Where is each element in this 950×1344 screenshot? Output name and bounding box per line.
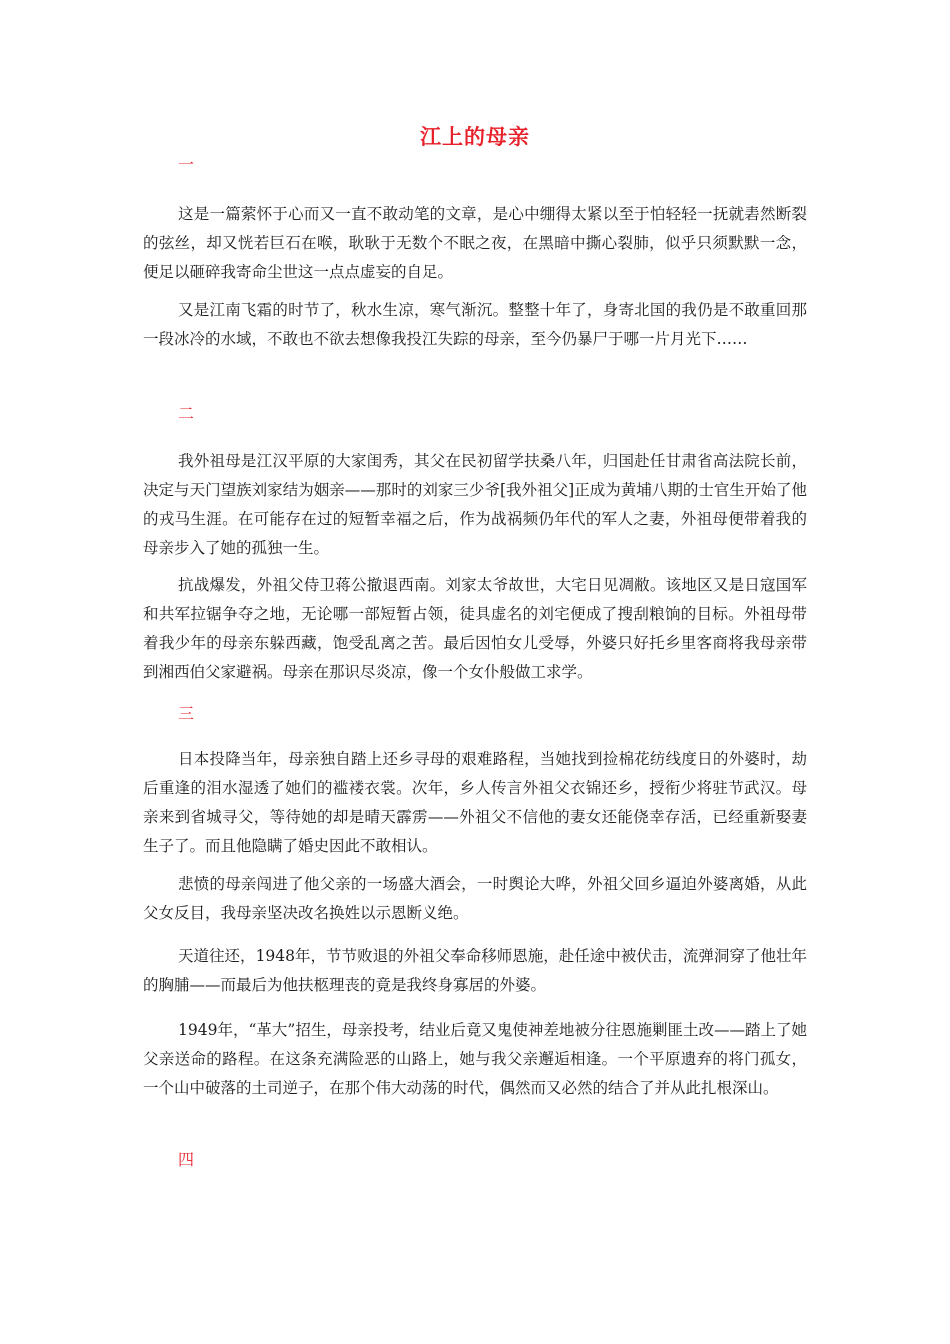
section-heading-1: 一: [178, 155, 195, 174]
paragraph-8: 1949年，“革大”招生，母亲投考，结业后竟又鬼使神差地被分往恩施剿匪土改——踏上了她父亲送命的路程。在这条充满险恶的山路上，她与我父亲邂逅相逢。一个平原遗弃的将门孤女，一个山中破落的土司逆子，在那个伟大动荡的时代，偶然而又必然的结合了并从此扎根深山。: [143, 1021, 807, 1097]
paragraph-6: 悲愤的母亲闯进了他父亲的一场盛大酒会，一时舆论大哗，外祖父回乡逼迫外婆离婚，从此父女反目，我母亲坚决改名换姓以示恩断义绝。: [143, 875, 807, 922]
paragraph-5: 日本投降当年，母亲独自踏上还乡寻母的艰难路程，当她找到捡棉花纺线度日的外婆时，劫后重逢的泪水湿透了她们的褴褛衣裳。次年，乡人传言外祖父衣锦还乡，授衔少将驻节武汉。母亲来到省城寻父，等待她的却是晴天霹雳——外祖父不信他的妻女还能侥幸存活，已经重新娶妻生子了。而且他隐瞒了婚史因此不敢相认。: [143, 750, 807, 855]
paragraph-4: 抗战爆发，外祖父侍卫蒋公撤退西南。刘家太爷故世，大宅日见凋敝。该地区又是日寇国军和共军拉锯争夺之地，无论哪一部短暂占领，徒具虚名的刘宅便成了搜刮粮饷的目标。外祖母带着我少年的母亲东躲西藏，饱受乱离之苦。最后因怕女儿受辱，外婆只好托乡里客商将我母亲带到湘西伯父家避祸。母亲在那识尽炎凉，像一个女仆般做工求学。: [143, 576, 807, 681]
paragraph-1: 这是一篇萦怀于心而又一直不敢动笔的文章，是心中绷得太紧以至于怕轻轻一抚就砉然断裂的弦丝，却又恍若巨石在喉，耿耿于无数个不眠之夜，在黑暗中撕心裂肺，似乎只须默默一念，便足以砸碎我寄命尘世这一点点虚妄的自足。: [143, 205, 807, 281]
article-title: 江上的母亲: [420, 124, 530, 149]
paragraph-3: 我外祖母是江汉平原的大家闺秀，其父在民初留学扶桑八年，归国赴任甘肃省高法院长前，决定与天门望族刘家结为姻亲——那时的刘家三少爷[我外祖父]正成为黄埔八期的士官生开始了他的戎马生涯。在可能存在过的短暂幸福之后，作为战祸频仍年代的军人之妻，外祖母便带着我的母亲步入了她的孤独一生。: [143, 452, 807, 557]
paragraph-7: 天道往还，1948年，节节败退的外祖父奉命移师恩施，赴任途中被伏击，流弹洞穿了他壮年的胸脯——而最后为他扶柩理丧的竟是我终身寡居的外婆。: [143, 947, 807, 994]
section-heading-4: 四: [178, 1150, 195, 1169]
section-heading-3: 三: [178, 704, 195, 723]
section-heading-2: 二: [178, 404, 195, 423]
paragraph-2: 又是江南飞霜的时节了，秋水生凉，寒气渐沉。整整十年了，身寄北国的我仍是不敢重回那一段冰冷的水域，不敢也不欲去想像我投江失踪的母亲，至今仍暴尸于哪一片月光下……: [143, 301, 807, 348]
